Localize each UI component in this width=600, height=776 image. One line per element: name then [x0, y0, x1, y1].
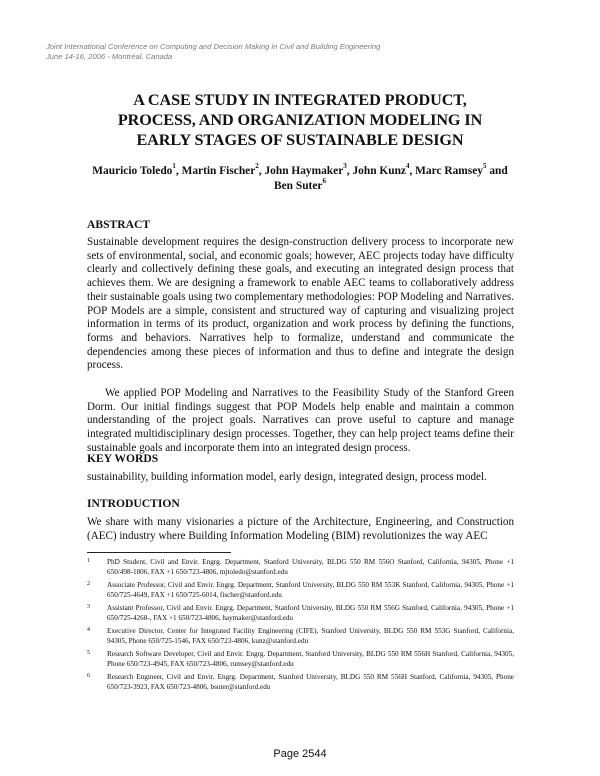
- conference-name: Joint International Conference on Computing and Decision Making in Civil and Building Engineering: [46, 42, 381, 51]
- footnote-marker: 5: [482, 162, 487, 171]
- footnote-text: Research Software Developer, Civil and Envir. Engrg. Department, Stanford University, BLDG 550 RM 556H Stanford, California, 94305, Phone 650/723-4945, FAX 650/723-4806, rumsey@stanford.edu: [107, 650, 514, 669]
- author: John Kunz$^4$,: [352, 162, 416, 177]
- footnote: [87, 603, 514, 624]
- footnote: [87, 649, 514, 670]
- footnote-marker: 2: [255, 162, 259, 171]
- author: Ben Suter$^6$: [274, 177, 326, 192]
- keywords-text: sustainability, building information model, early design, integrated design, process model.: [87, 471, 487, 483]
- title-line: PROCESS, AND ORGANIZATION MODELING IN: [117, 111, 483, 129]
- author: Martin Fischer$^2$,: [181, 162, 265, 177]
- footnote-marker: 1: [172, 162, 176, 171]
- page-number: Page 2544: [273, 748, 327, 760]
- author: John Haymaker$^3$,: [264, 162, 353, 177]
- footnote-text: Associate Professor, Civil and Envir. Engrg. Department, Stanford University, BLDG 550 RM 553K Stanford, California, 94305, Phone +1 650/725-4649, FAX +1 650/725-6014, fischer@stanford.edu: [107, 581, 514, 600]
- footnote-marker: 3: [343, 162, 347, 171]
- footnote: [87, 557, 514, 578]
- author: Mauricio Toledo$^1$,: [92, 162, 182, 177]
- footnote-marker: 4: [405, 162, 410, 171]
- footnote-number: 4: [87, 627, 90, 633]
- footnote-text: PhD Student, Civil and Envir. Engrg. Department, Stanford University, BLDG 550 RM 556O Stanford, California, 94305, Phone +1 650/498-1806, FAX +1 650/723-4806, mjtoledo@stanford.edu: [107, 558, 514, 577]
- footnote: [87, 626, 514, 647]
- footnote-text: Research Engineer, Civil and Envir. Engrg. Department, Stanford University, BLDG 550 RM 556H Stanford, California, 94305, Phone 650/723-3923, FAX 650/723-4806, bsuter@stanford.edu: [107, 673, 514, 692]
- introduction-heading: INTRODUCTION: [87, 497, 180, 510]
- footnote-text: Executive Director, Center for Integrated Facility Engineering (CIFE), Stanford University, BLDG 550 RM 553G Stanford, California, 94305, Phone 650/725-1546, FAX 650/723-4806, kunz@stanford.edu: [107, 627, 514, 646]
- footnote-number: 2: [87, 581, 90, 587]
- abstract-paragraph-1: Sustainable development requires the design-construction delivery process to incorporate new sets of environmental, social, and economic goals; however, AEC projects today have difficulty clearly and collectively defining these goals, and executing an integrated design process that achieves them. We are designing a framework to enable AEC teams to collaboratively address their sustainable goals using two complementary methodologies: POP Modeling and Narratives. POP Models are a simple, consistent and structured way of capturing and visualizing project information in terms of its product, organization and work process by defining the functions, forms and behaviors. Narratives help to formalize, understand and communicate the dependencies among these pieces of information and thus to define and integrate the design process.: [87, 236, 514, 372]
- footnote-text: Assistant Professor, Civil and Envir. Engrg. Department, Stanford University, BLDG 550 RM 556G Stanford, California, 94305, Phone +1 650/725-4268-, FAX +1 650/723-4806, haymaker@stanford.edu: [107, 604, 514, 623]
- footnote-number: 6: [87, 673, 90, 679]
- footnote-marker: 6: [322, 177, 326, 186]
- footnote: [87, 672, 514, 693]
- conference-header: [46, 42, 516, 62]
- footnote-number: 1: [87, 558, 90, 564]
- footnote: [87, 580, 514, 601]
- footnote-number: 3: [87, 604, 90, 610]
- conference-date-location: June 14-16, 2006 - Montréal, Canada: [46, 52, 173, 61]
- title-line: A CASE STUDY IN INTEGRATED PRODUCT,: [133, 91, 467, 109]
- author: Marc Ramsey$^5$ and: [415, 162, 508, 177]
- keywords-heading: KEY WORDS: [87, 452, 159, 465]
- footnote-number: 5: [87, 650, 90, 656]
- title-line: EARLY STAGES OF SUSTAINABLE DESIGN: [136, 131, 464, 149]
- abstract-heading: ABSTRACT: [87, 218, 151, 231]
- footnotes: [87, 557, 514, 695]
- abstract-paragraph-2: We applied POP Modeling and Narratives to the Feasibility Study of the Stanford Green Dorm. Our initial findings suggest that POP Models help enable and maintain a common understanding of the project goals. Narratives can prove useful to capture and manage integrated multidisciplinary design processes. Together, they can help project teams define their sustainable goals and incorporate them into an integrated design process.: [87, 387, 514, 454]
- author-list: [86, 164, 514, 194]
- introduction-paragraph: We share with many visionaries a picture of the Architecture, Engineering, and Construction (AEC) industry where Building Information Modeling (BIM) revolutionizes the way AEC: [87, 516, 514, 542]
- paper-title: [80, 90, 520, 150]
- footnote-separator: [87, 552, 231, 553]
